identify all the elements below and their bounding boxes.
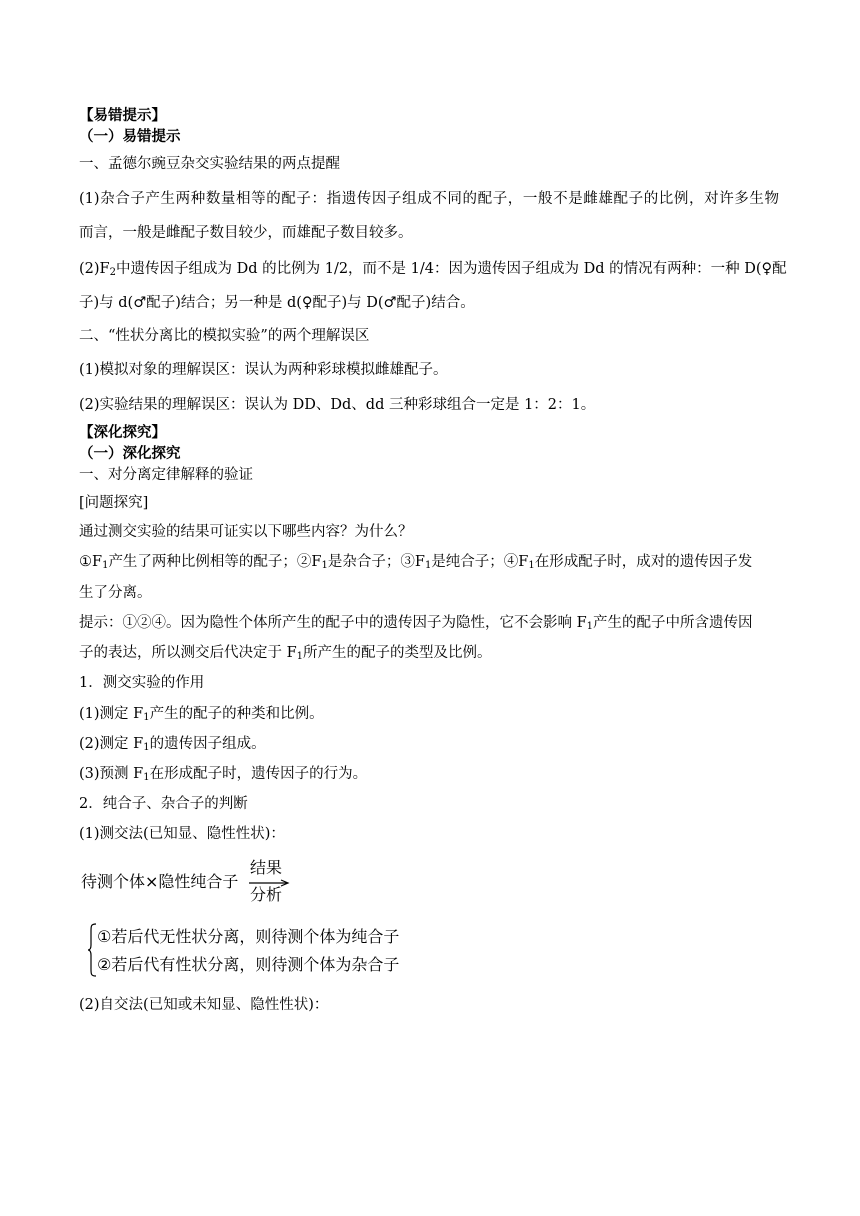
sub1-p2: (2)测定 $F_1$的遗传因子组成。 [79,736,266,753]
question-tag: [问题探究] [79,495,149,511]
options-line1: $①F_1$产生了两种比例相等的配子；$②F_1$是杂合子；$③F_1$是纯合子；$④F_1$在形成配子时，成对的遗传因子发 [79,554,753,571]
tips-p2-line2: 子)与 d(♂配子)结合；另一种是 d(♀配子)与 D(♂配子)结合。 [79,295,475,311]
sub1-title: 1．测交实验的作用 [79,675,205,691]
arrow-label-bottom: 分析 [250,885,283,904]
arrow-label-top: 结果 [250,858,283,877]
method2-title: (2)自交法(已知或未知显、隐性性状)： [79,997,329,1013]
hint-line2: 子的表达，所以测交后代决定于 $F_1$所产生的配子的类型及比例。 [79,645,492,662]
tips-p2-line1: $(2)F_2$中遗传因子组成为 Dd 的比例为 1/2，而不是 1/4：因为遗传因子组成为 Dd 的情况有两种：一种 D(♀配 [79,261,787,278]
tips-heading: 【易错提示】 [79,108,166,124]
explore-section1-title: 一、对分离定律解释的验证 [79,467,253,483]
tips-p4: (2)实验结果的理解误区：误认为 DD、Dd、dd 三种彩球组合一定是 1：2：1。 [79,397,596,413]
sub1-p3: (3)预测 $F_1$在形成配子时，遗传因子的行为。 [79,766,368,783]
hint-line1: 提示：①②④。因为隐性个体所产生的配子中的遗传因子为隐性，它不会影响 $F_1$产生的配子中所含遗传因 [79,615,753,632]
explore-heading: 【深化探究】 [79,425,166,441]
tips-p3: (1)模拟对象的理解误区：误认为两种彩球模拟雌雄配子。 [79,362,448,378]
tips-p1-line2: 而言，一般是雌配子数目较少，而雄配子数目较多。 [79,225,413,241]
options-line2: 生了分离。 [79,585,152,601]
question-text: 通过测交实验的结果可证实以下哪些内容？为什么？ [79,524,413,540]
testcross-diagram [79,855,439,980]
diagram-option-2: ②若后代有性状分离，则待测个体为杂合子 [97,955,400,974]
diagram-option-1: ①若后代无性状分离，则待测个体为纯合子 [97,927,400,946]
explore-subheading: （一）深化探究 [79,446,181,462]
method1-title: (1)测交法(已知显、隐性性状)： [79,826,285,842]
tips-p1-line1: (1)杂合子产生两种数量相等的配子：指遗传因子组成不同的配子，一般不是雌雄配子的比例，对许多生物 [79,191,779,207]
tips-section2-title: 二、“性状分离比的模拟实验”的两个理解误区 [79,328,370,344]
sub1-p1: (1)测定 $F_1$产生的配子的种类和比例。 [79,706,324,723]
left-brace-icon [87,923,97,977]
tips-subheading: （一）易错提示 [79,129,181,145]
tips-section1-title: 一、孟德尔豌豆杂交实验结果的两点提醒 [79,156,340,172]
sub2-title: 2．纯合子、杂合子的判断 [79,796,248,812]
diagram-expression: 待测个体×隐性纯合子 [81,872,239,891]
